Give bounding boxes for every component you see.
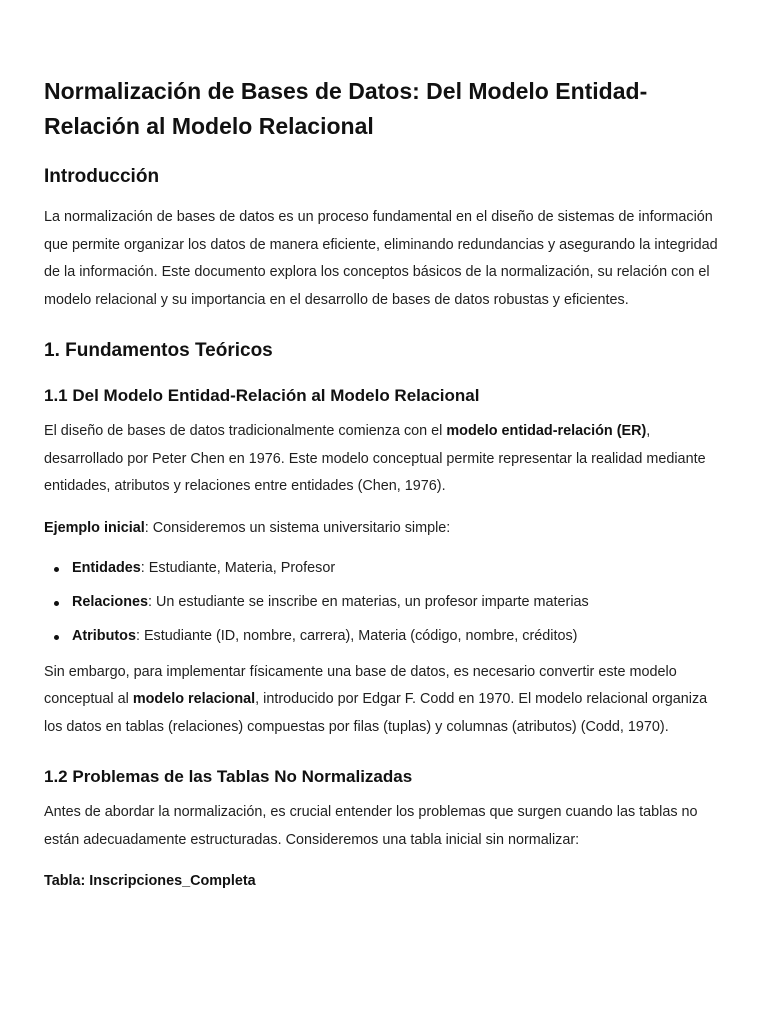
introduction-paragraph: La normalización de bases de datos es un proceso fundamental en el diseño de sistemas de información que permite organizar los datos de manera eficiente, eliminando redundancias y asegurando la integridad de la información. Este documento explora los conceptos básicos de la normalización, su relación con el modelo relacional y su importancia en el desarrollo de bases de datos robustas y eficientes.	[44, 209, 718, 308]
list-item-text: : Un estudiante se inscribe en materias, un profesor imparte materias	[148, 594, 589, 610]
list-item-term: Entidades	[72, 560, 141, 576]
example-paragraph	[44, 515, 724, 543]
list-item-relations	[72, 589, 724, 617]
relational-model-term: modelo relacional	[132, 691, 256, 707]
er-model-term: modelo entidad-relación (ER)	[446, 423, 647, 439]
relational-paragraph-text-end: , introducido por Edgar F. Codd en 1970. El modelo relacional organiza los datos en tablas (relaciones) compuestas por filas (tuplas) y columnas (atributos) (Codd, 1970).	[44, 691, 708, 735]
bullet-dot-icon	[54, 567, 59, 572]
relational-paragraph-text-start: Sin embargo, para implementar físicamente una base de datos, es necesario convertir este modelo conceptual al	[44, 663, 677, 707]
subsection-1-1-heading: 1.1 Del Modelo Entidad-Relación al Modelo Relacional	[44, 386, 480, 405]
er-paragraph-text-end: , desarrollado por Peter Chen en 1976. Este modelo conceptual permite representar la realidad mediante entidades, atributos y relaciones entre entidades (Chen, 1976).	[44, 423, 706, 494]
er-model-paragraph	[44, 418, 724, 501]
list-item-term: Atributos	[72, 628, 136, 644]
table-caption	[44, 868, 724, 896]
example-label: Ejemplo inicial	[44, 519, 145, 536]
problems-paragraph: Antes de abordar la normalización, es crucial entender los problemas que surgen cuando las tablas no están adecuadamente estructuradas. Consideremos una tabla inicial sin normalizar:	[44, 804, 698, 848]
table-caption-text: Tabla: Inscripciones_Completa	[44, 873, 256, 889]
list-item-term: Relaciones	[72, 594, 148, 610]
list-item-text: : Estudiante (ID, nombre, carrera), Materia (código, nombre, créditos)	[135, 628, 578, 644]
list-item-attributes	[72, 623, 724, 651]
subsection-1-2-heading: 1.2 Problemas de las Tablas No Normalizadas	[44, 767, 413, 786]
er-components-list	[44, 555, 724, 651]
introduction-heading: Introducción	[44, 166, 160, 187]
list-item-entities	[72, 555, 724, 583]
relational-model-paragraph	[44, 659, 724, 742]
bullet-dot-icon	[54, 601, 59, 606]
bullet-dot-icon	[54, 635, 59, 640]
example-text: : Consideremos un sistema universitario simple:	[144, 519, 451, 536]
er-paragraph-text-start: El diseño de bases de datos tradicionalmente comienza con el	[44, 423, 447, 439]
document-title: Normalización de Bases de Datos: Del Modelo Entidad-Relación al Modelo Relacional	[44, 78, 648, 139]
list-item-text: : Estudiante, Materia, Profesor	[140, 560, 336, 576]
section-1-heading: 1. Fundamentos Teóricos	[44, 340, 273, 361]
